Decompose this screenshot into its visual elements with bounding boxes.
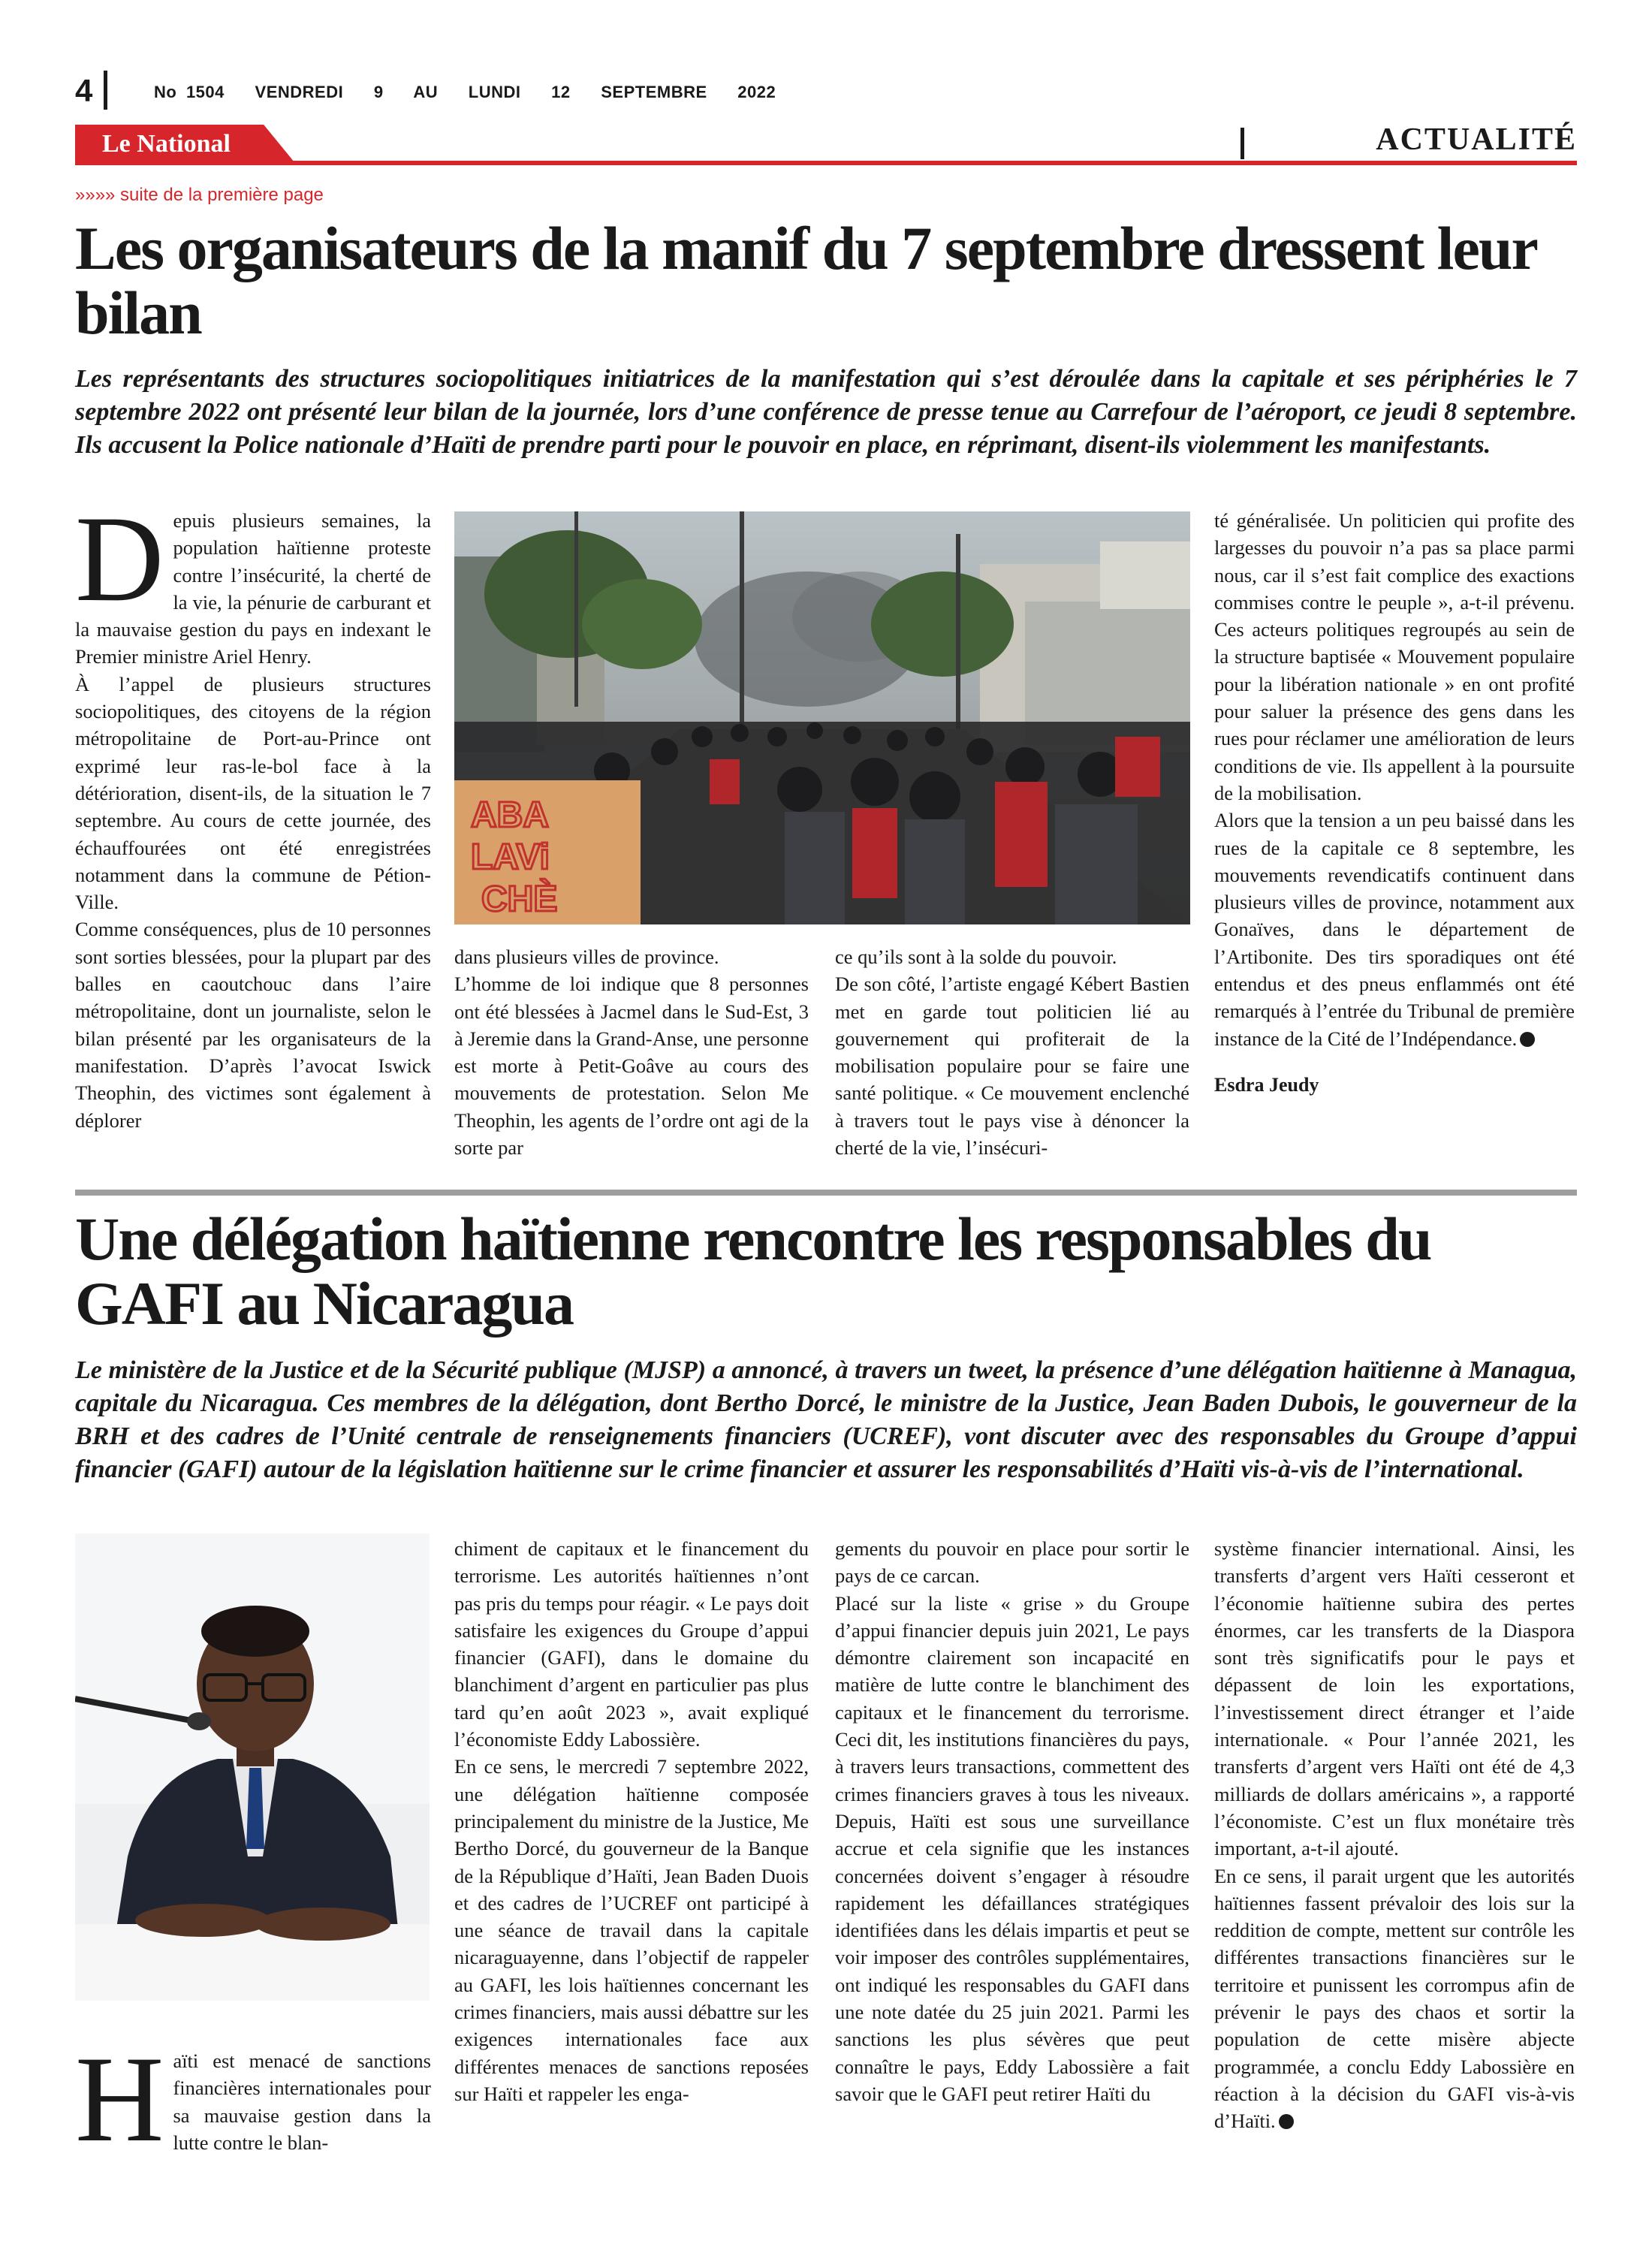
article1-column-1: [75, 491, 431, 1134]
protest-sign-text: [471, 795, 559, 919]
section-divider: [1241, 128, 1244, 159]
continued-label: »»»» suite de la première page: [75, 185, 324, 205]
header-red-rule: [75, 161, 1577, 165]
paragraph: système financier international. Ainsi, les transferts d’argent vers Haïti cesseront et l’économie haïtienne subira des pertes énormes, car les transferts de la Diaspora sont très significatifs pour le pays et dépassent de loin les exportations, l’investissement direct étranger et l’aide internationale. « Pour l’année 2021, les transferts d’argent vers Haïti ont été de 4,3 milliards de dollars américains », a rapporté l’économiste. C’est un flux monétaire très important, a-t-il ajouté.: [1214, 1537, 1575, 1860]
date-part: 12: [551, 83, 571, 101]
article-separator: [75, 1190, 1577, 1196]
byline: Esdra Jeudy: [1214, 1073, 1319, 1096]
portrait-photo: [75, 1534, 430, 2001]
date-part: AU: [413, 83, 439, 101]
paragraph: Placé sur la liste « grise » du Groupe d’appui financier depuis juin 2021, Le pays démontre clairement son incapacité en matière de lutte contre le blanchiment des capitaux et le financement du terrorisme. Ceci dit, les institutions financières du pays, à travers leurs transactions, commettent des crimes financiers graves à tous les niveaux. Depuis, Haïti est sous une surveillance accrue et cela signifie que les instances concernées doivent s’engager à résoudre rapidement les défaillances stratégiques identifiées dans les délais impartis et peut se voir imposer des contrôles supplémentaires, ont indiqué les responsables du GAFI dans une note datée du 25 juin 2021. Parmi les sanctions les plus sévères que peut connaître le pays, Eddy Labossière a fait savoir que le GAFI peut retirer Haïti du: [835, 1591, 1189, 2105]
sign-line-2: LAVi: [471, 837, 550, 877]
date-part: 2022: [737, 83, 776, 101]
paragraph: De son côté, l’artiste engagé Kébert Bastien met en garde tout politicien lié au gouvernement qui profiterait de la mobilisation populaire pour se faire une santé politique. « Ce mouvement enclenché à travers tout le pays vise à dénoncer la cherté de la vie, l’insécuri-: [835, 973, 1189, 1160]
sign-line-3: CHÈ: [481, 879, 558, 919]
date-part: LUNDI: [468, 83, 521, 101]
section-title: ACTUALITÉ: [1376, 122, 1577, 157]
paragraph: dans plusieurs villes de province.: [454, 946, 719, 968]
article2-column-3: [835, 1535, 1189, 2107]
paragraph: Alors que la tension a un peu baissé dans les rues de la capitale ce 8 septembre, les mouvements revendicatifs continuent dans plusieurs villes de province, notamment aux Gonaïves, dans le département de l’Artibonite. Des tirs sporadiques ont été entendus et des pneus enflammés ont été remarqués à l’entrée du Tribunal de première instance de la Cité de l’Indépendance.: [1214, 809, 1575, 1050]
article2-column-1: [75, 2031, 431, 2167]
sign-line-1: ABA: [471, 795, 548, 835]
end-mark-icon: [1520, 1032, 1535, 1047]
article1-lede: Les représentants des structures sociopolitiques initiatrices de la manifestation qui s’est déroulée dans la capitale et ses périphéries le 7 septembre 2022 ont présenté leur bilan de la journée, lors d’une conférence de presse tenue au Carrefour de l’aéroport, ce jeudi 8 septembre. Ils accusent la Police nationale d’Haïti de prendre parti pour le pouvoir en place, en réprimant, disent-ils violemment les manifestants.: [75, 365, 1577, 459]
article2-lede: Le ministère de la Justice et de la Sécurité publique (MJSP) a annoncé, à travers un tweet, la présence d’une délégation haïtienne à Managua, capitale du Nicaragua. Ces membres de la délégation, dont Bertho Dorcé, le ministre de la Justice, Jean Baden Dubois, le gouverneur de la BRH et des cadres de l’Unité centrale de renseignements financiers (UCREF), vont discuter avec des responsables du Groupe d’appui financier (GAFI) autour de la législation haïtienne sur le crime financier et assurer les responsabilités d’Haïti vis-à-vis de l’international.: [75, 1356, 1577, 1483]
dropcap: H: [75, 2031, 164, 2167]
date-part: VENDREDI: [255, 83, 344, 101]
paragraph: ce qu’ils sont à la solde du pouvoir.: [835, 946, 1117, 968]
paragraph: epuis plusieurs semaines, la population haïtienne proteste contre l’insécurité, la cherté de la vie, la pénurie de carburant et la mauvaise gestion du pays en indexant le Premier ministre Ariel Henry.: [75, 509, 431, 668]
paragraph: Comme conséquences, plus de 10 personnes sont sorties blessées, pour la plupart par des balles en caoutchouc dans l’aire métropolitaine, dont un journaliste, selon le bilan présenté par les organisateurs de la manifestation. D’après l’avocat Iswick Theophin, des victimes sont également à déplorer: [75, 918, 431, 1132]
paragraph: aïti est menacé de sanctions financières internationales pour sa mauvaise gestion dans la lutte contre le blan-: [173, 2049, 431, 2154]
paragraph: En ce sens, il parait urgent que les autorités haïtiennes fassent prévaloir des lois sur la reddition de compte, mettent sur contrôle les différentes transactions financières sur le territoire et punissent les corrompus afin de prévenir le pays des chaos et sortir la population de cette misère abjecte programmée, a conclu Eddy Labossière en réaction à la décision du GAFI vis-à-vis d’Haïti.: [1214, 1864, 1575, 2133]
article2-headline: Une délégation haïtienne rencontre les responsables du GAFI au Nicaragua: [75, 1205, 1431, 1338]
article2-column-4: [1214, 1535, 1575, 2135]
date-part: SEPTEMBRE: [601, 83, 707, 101]
paragraph: En ce sens, le mercredi 7 septembre 2022, une délégation haïtienne composée principalement du ministre de la Justice, Me Bertho Dorcé, du gouverneur de la Banque de la République d’Haïti, Jean Baden Duois et des cadres de l’UCREF ont participé à une séance de travail dans la capitale nicaraguayenne, dans l’objectif de rappeler au GAFI, les lois haïtiennes concernant les crimes financiers, mais aussi débattre sur les exigences internationales face aux différentes menaces de sanctions reposées sur Haïti et rappeler les enga-: [454, 1755, 809, 2105]
article1-headline: Les organisateurs de la manif du 7 septembre dressent leur bilan: [75, 214, 1536, 347]
paragraph: L’homme de loi indique que 8 personnes ont été blessées à Jacmel dans le Sud-Est, 3 à Jeremie dans la Grand-Anse, une personne est morte à Petit-Goâve au cours des mouvements de protestation. Selon Me Theophin, les agents de l’ordre ont agi de la sorte par: [454, 973, 809, 1160]
end-mark-icon: [1279, 2114, 1294, 2129]
article1-column-2: [454, 943, 809, 1161]
article2-column-2: [454, 1535, 809, 2107]
page-number: 4: [75, 73, 93, 108]
protest-photo: [454, 511, 1190, 924]
paragraph: té généralisée. Un politicien qui profite des largesses du pouvoir n’a pas sa place parmi nous, car il s’est fait complice des exactions commises contre le peuple », a-t-il prévenu. Ces acteurs politiques regroupés au sein de la structure baptisée « Mouvement populaire pour la libération nationale » en ont profité pour saluer la présence des gens dans les rues pour réclamer une amélioration de leurs conditions de vie. Ils appellent à la poursuite de la mobilisation.: [1214, 509, 1575, 804]
article1-column-3: [835, 943, 1189, 1161]
paragraph: chiment de capitaux et le financement du terrorisme. Les autorités haïtiennes n’ont pas pris du temps pour réagir. « Le pays doit satisfaire les exigences du Groupe d’appui financier (GAFI), dans le domaine du blanchiment d’argent en particulier pas plus tard qu’en août 2023 », avait expliqué l’économiste Eddy Labossière.: [454, 1537, 809, 1751]
paragraph: gements du pouvoir en place pour sortir le pays de ce carcan.: [835, 1537, 1189, 1588]
article1-column-4: [1214, 507, 1575, 1099]
page-number-divider: [104, 71, 107, 110]
newspaper-name: Le National: [102, 130, 231, 158]
date-part: 9: [373, 83, 384, 101]
issue-number: No 1504: [154, 83, 225, 101]
dropcap: D: [75, 491, 164, 627]
issue-date-line: [154, 83, 797, 102]
paragraph: À l’appel de plusieurs structures sociopolitiques, des citoyens de la région métropolitaine de Port-au-Prince ont exprimé leur ras-le-bol face à la détérioration, disent-ils, de la situation le 7 septembre. Au cours de cette journée, des échauffourées ont été enregistrées notamment dans la commune de Pétion-Ville.: [75, 672, 431, 914]
